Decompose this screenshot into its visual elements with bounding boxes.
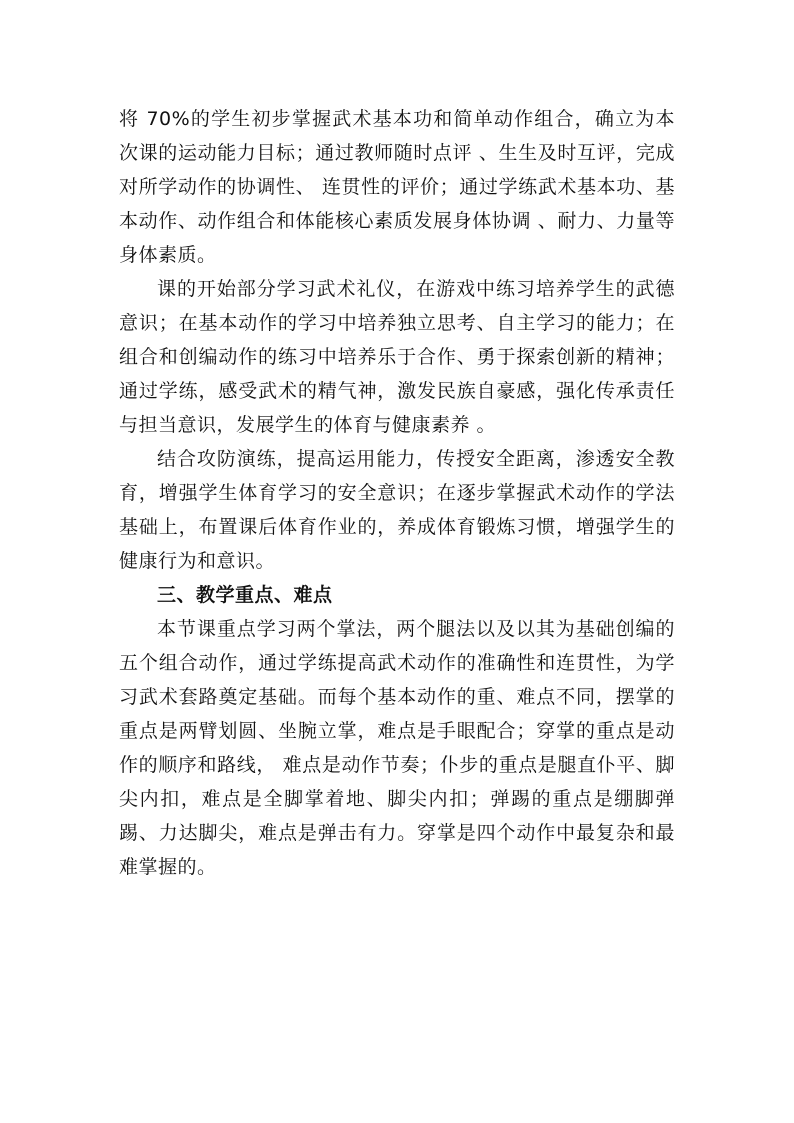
paragraph-safety: 结合攻防演练，提高运用能力，传授安全距离，渗透安全教育，增强学生体育学习的安全意识；在逐步掌握武术动作的学法基础上，布置课后体育作业的，养成体育锻炼习惯，增强学生的健康行为和意识。 [119, 448, 675, 572]
paragraph-continuation: 将 70%的学生初步掌握武术基本功和简单动作组合，确立为本次课的运动能力目标；通过教师随时点评 、生生及时互评，完成对所学动作的协调性、 连贯性的评价；通过学练武术基本功、基本动作、动作组合和体能核心素质发展身体协调 、耐力、力量等身体素质。 [119, 108, 675, 266]
paragraph-etiquette: 课的开始部分学习武术礼仪，在游戏中练习培养学生的武德意识；在基本动作的学习中培养独立思考、自主学习的能力；在组合和创编动作的练习中培养乐于合作、勇于探索创新的精神；通过学练，感受武术的精气神，激发民族自豪感，强化传承责任与担当意识，发展学生的体育与健康素养 。 [119, 278, 675, 436]
section-heading: 三、教学重点、难点 [157, 584, 333, 606]
document-body [119, 102, 675, 884]
paragraph-key-points: 本节课重点学习两个掌法，两个腿法以及以其为基础创编的五个组合动作，通过学练提高武术动作的准确性和连贯性，为学习武术套路奠定基础。而每个基本动作的重、难点不同，摆掌的重点是两臂划圆、坐腕立掌，难点是手眼配合；穿掌的重点是动作的顺序和路线， 难点是动作节奏；仆步的重点是腿直仆平、脚尖内扣，难点是全脚掌着地、脚尖内扣；弹踢的重点是绷脚弹踢、力达脚尖，难点是弹击有力。穿掌是四个动作中最复杂和最难掌握的。 [119, 618, 675, 878]
